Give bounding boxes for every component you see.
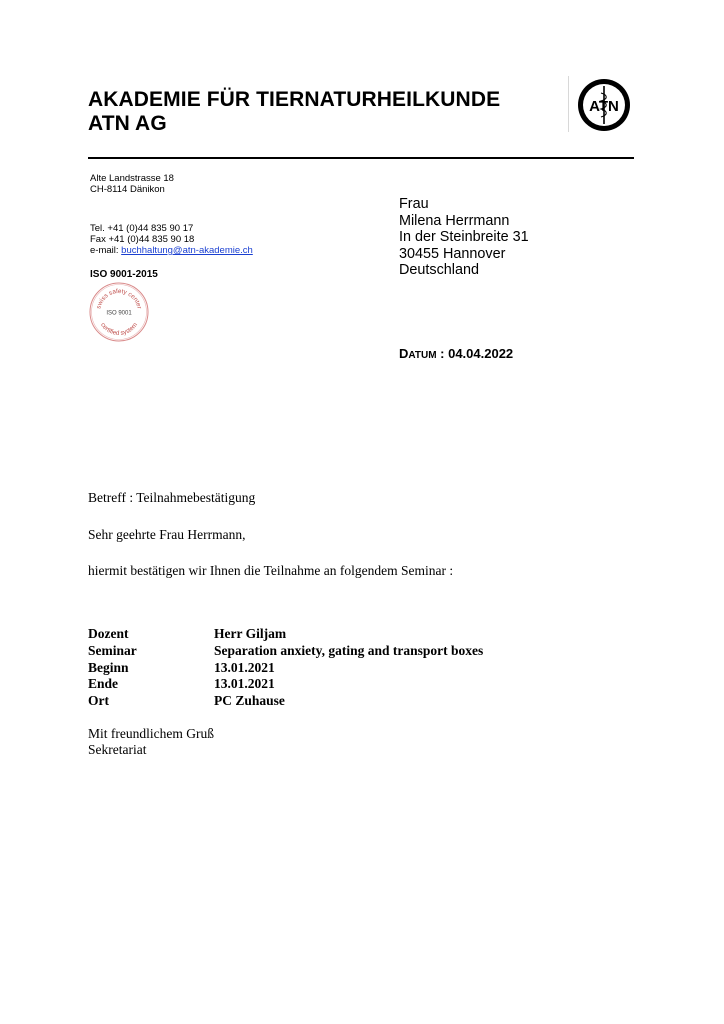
logo-text: ATN <box>589 98 619 115</box>
seal-middle-text: ISO 9001 <box>106 310 132 317</box>
intro-text: hiermit bestätigen wir Ihnen die Teilnahme an folgendem Seminar : <box>88 563 454 578</box>
date-separator: : <box>436 346 449 361</box>
subject-line: Betreff : Teilnahmebestätigung <box>88 490 256 505</box>
detail-value: 13.01.2021 <box>214 659 275 675</box>
recipient-name: Milena Herrmann <box>399 212 510 229</box>
detail-row <box>88 626 483 643</box>
sender-address <box>90 173 174 195</box>
detail-value: Separation anxiety, gating and transport boxes <box>214 642 484 658</box>
detail-key: Seminar <box>88 642 137 658</box>
detail-row <box>88 660 483 677</box>
detail-key: Dozent <box>88 626 129 641</box>
iso-certification: ISO 9001-2015 <box>90 269 158 280</box>
company-title-line2: ATN AG <box>88 112 167 135</box>
date-value: 04.04.2022 <box>448 346 514 361</box>
seminar-details <box>88 626 483 710</box>
iso-seal <box>88 281 150 343</box>
letter-date <box>399 346 513 361</box>
detail-row <box>88 693 483 710</box>
signature: Sekretariat <box>88 742 147 757</box>
recipient-address <box>399 196 529 279</box>
detail-key: Ende <box>88 676 119 692</box>
sender-contact <box>90 223 253 256</box>
date-label-rest: ATUM <box>408 350 437 361</box>
recipient-city: 30455 Hannover <box>399 245 506 262</box>
detail-row <box>88 643 483 660</box>
svg-text:certified system <box>99 322 139 338</box>
recipient-country: Deutschland <box>399 262 479 278</box>
detail-value: PC Zuhause <box>214 693 285 709</box>
seal-top-text: swiss safety center <box>95 287 143 310</box>
company-title <box>88 88 500 136</box>
email-label: e-mail: <box>90 245 122 256</box>
svg-text:swiss safety center <box>95 288 142 310</box>
closing <box>88 726 214 758</box>
detail-value: 13.01.2021 <box>214 676 275 692</box>
detail-row <box>88 676 483 693</box>
sender-city: CH-8114 Dänikon <box>90 184 165 195</box>
detail-value: Herr Giljam <box>214 626 287 641</box>
email-link[interactable]: buchhaltung@atn-akademie.ch <box>121 245 253 256</box>
company-title-line1: AKADEMIE FÜR TIERNATURHEILKUNDE <box>88 88 501 111</box>
date-label-first: D <box>399 346 409 361</box>
detail-key: Beginn <box>88 659 129 675</box>
detail-key: Ort <box>88 693 109 709</box>
sender-email-line <box>90 245 253 256</box>
recipient-street: In der Steinbreite 31 <box>399 229 529 245</box>
header-divider <box>568 76 569 132</box>
closing-phrase: Mit freundlichem Gruß <box>88 726 214 741</box>
sender-fax: Fax +41 (0)44 835 90 18 <box>90 234 195 245</box>
seal-bottom-text: certified system <box>99 321 139 338</box>
greeting: Sehr geehrte Frau Herrmann, <box>88 527 246 542</box>
recipient-salutation: Frau <box>399 196 429 212</box>
header-rule <box>88 157 634 159</box>
sender-tel: Tel. +41 (0)44 835 90 17 <box>90 223 194 234</box>
sender-street: Alte Landstrasse 18 <box>90 173 174 184</box>
atn-logo <box>577 78 631 132</box>
